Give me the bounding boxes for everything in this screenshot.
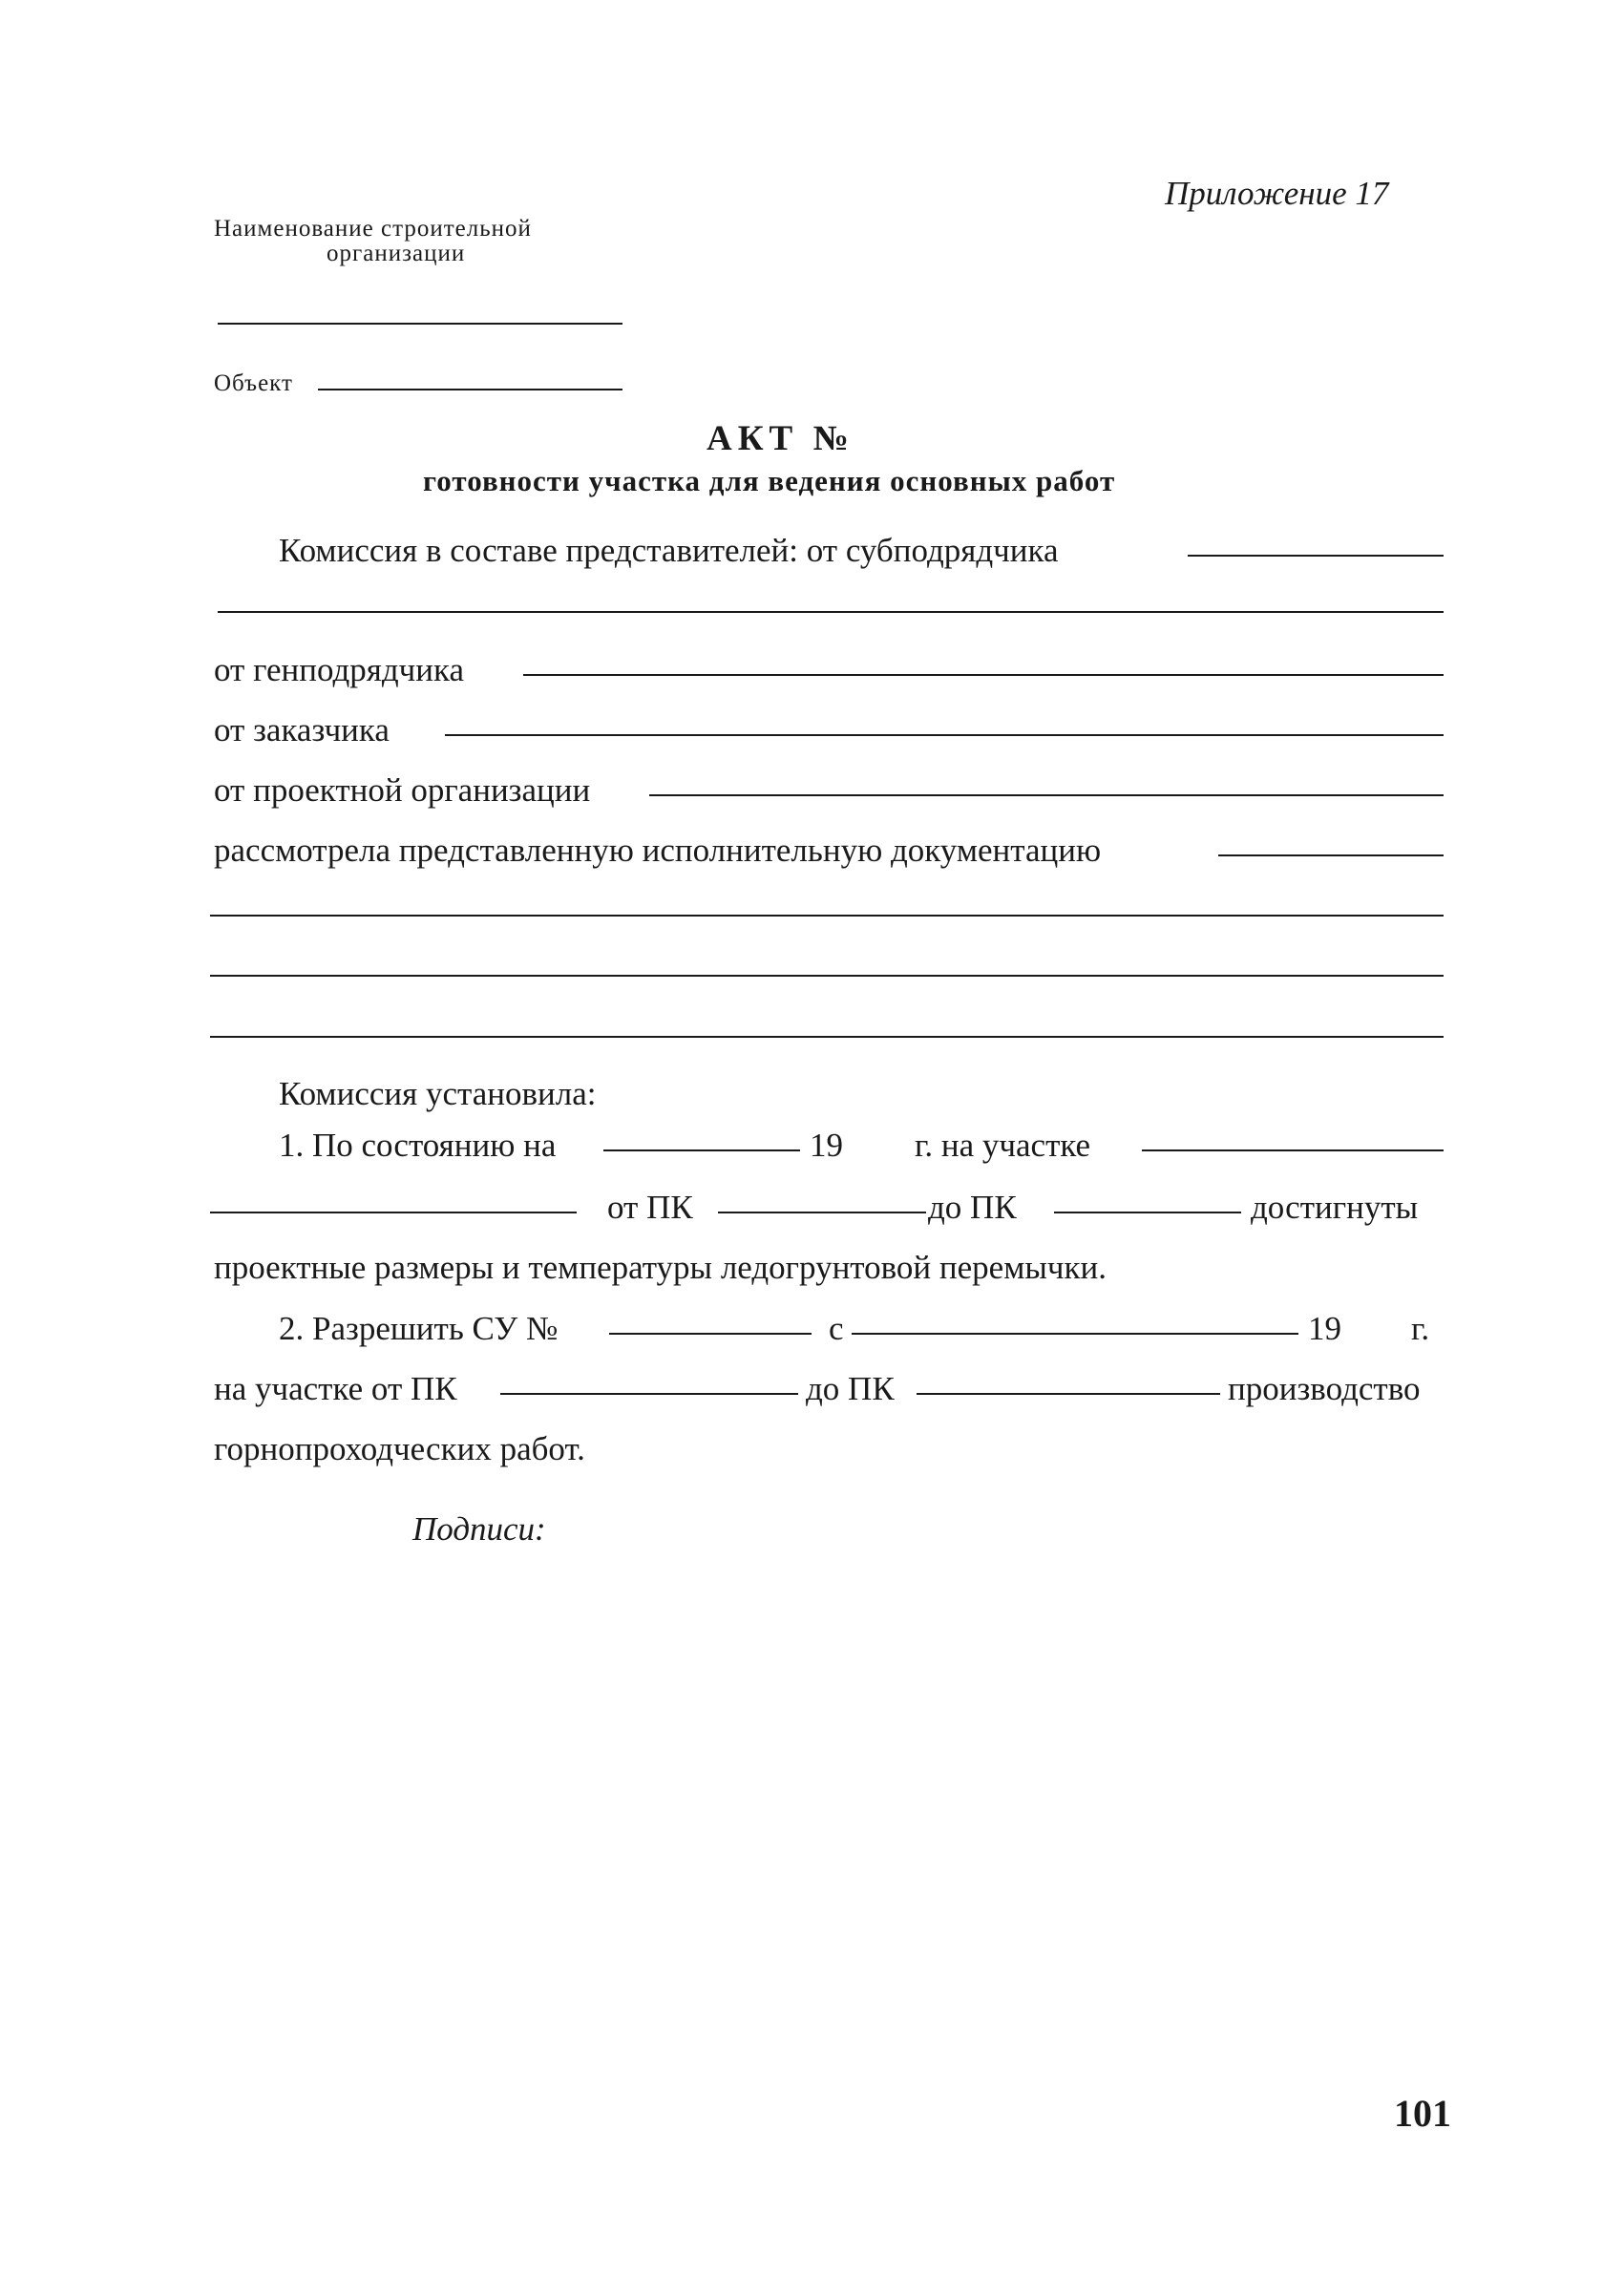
signatures-label: Подписи: [412, 1510, 546, 1548]
item1-year: 19 [810, 1127, 843, 1164]
reviewed-docs-label: рассмотрела представленную исполнительную документацию [214, 832, 1102, 869]
item1-to-pk-label: до ПК [928, 1189, 1017, 1226]
item2-to-pk-label: до ПК [806, 1370, 895, 1407]
item2-from-pk-field[interactable] [500, 1393, 798, 1395]
item1-from-pk-field[interactable] [718, 1212, 926, 1213]
item1-reached: достигнуты [1251, 1189, 1419, 1226]
item1-date-field[interactable] [603, 1149, 800, 1151]
item2-c-label: с [829, 1310, 844, 1347]
object-label: Объект [214, 370, 293, 396]
item1-section-field[interactable] [1142, 1149, 1444, 1151]
customer-label: от заказчика [214, 711, 390, 748]
item2-date-field[interactable] [852, 1333, 1298, 1335]
design-org-field[interactable] [649, 794, 1444, 796]
commission-established: Комиссия установила: [279, 1075, 597, 1112]
org-name-field[interactable] [218, 323, 622, 325]
reviewed-docs-field-line4[interactable] [210, 1036, 1444, 1038]
item2-line3: горнопроходческих работ. [214, 1430, 585, 1467]
general-contractor-field[interactable] [523, 674, 1444, 676]
item2-to-pk-field[interactable] [917, 1393, 1220, 1395]
item2-year-suffix: г. [1411, 1310, 1430, 1347]
page-number: 101 [1394, 2092, 1451, 2135]
commission-intro: Комиссия в составе представителей: от субподрядчика [279, 532, 1059, 569]
object-field[interactable] [318, 389, 622, 390]
item2-su-number-field[interactable] [609, 1333, 812, 1335]
item2-lead: 2. Разрешить СУ № [279, 1310, 559, 1347]
org-name-label-line1: Наименование строительной [214, 216, 532, 242]
general-contractor-label: от генподрядчика [214, 651, 465, 688]
act-subtitle: готовности участка для ведения основных работ [423, 464, 1116, 497]
subcontractor-field-line2[interactable] [218, 611, 1444, 613]
item1-line3: проектные размеры и температуры ледогрунтовой перемычки. [214, 1249, 1107, 1286]
customer-field[interactable] [445, 734, 1444, 736]
item1-to-pk-field[interactable] [1054, 1212, 1241, 1213]
appendix-label: Приложение 17 [1165, 175, 1389, 212]
reviewed-docs-field[interactable] [1218, 854, 1444, 856]
reviewed-docs-field-line2[interactable] [210, 915, 1444, 917]
act-title: АКТ № [707, 419, 854, 458]
subcontractor-field[interactable] [1188, 555, 1444, 557]
item2-on-section-label: на участке от ПК [214, 1370, 457, 1407]
item2-production: производство [1228, 1370, 1421, 1407]
design-org-label: от проектной организации [214, 771, 591, 809]
item1-year-suffix: г. на участке [915, 1127, 1091, 1164]
org-name-label-line2: организации [327, 241, 466, 266]
item1-lead: 1. По состоянию на [279, 1127, 557, 1164]
item2-year: 19 [1308, 1310, 1341, 1347]
item1-section-field-line2[interactable] [210, 1212, 577, 1213]
item1-from-pk-label: от ПК [607, 1189, 693, 1226]
reviewed-docs-field-line3[interactable] [210, 975, 1444, 977]
